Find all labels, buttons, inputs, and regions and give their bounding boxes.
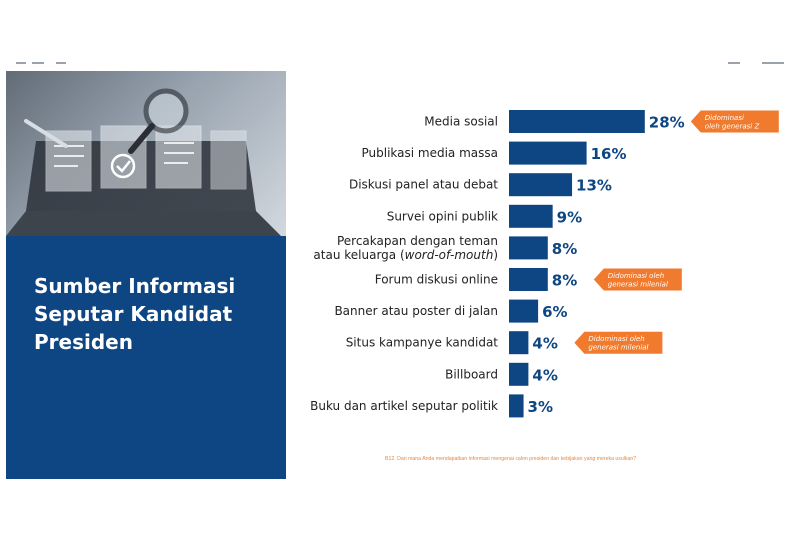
bar-4 — [509, 205, 553, 228]
bar-10 — [509, 394, 524, 417]
bar-6 — [509, 268, 548, 291]
title-panel — [6, 236, 286, 479]
category-label: Survei opini publik — [386, 209, 498, 224]
value-label: 4% — [532, 366, 558, 385]
category-label: Diskusi panel atau debat — [348, 177, 498, 192]
callout-label: Didominasi oleh generasi milenial — [588, 334, 649, 352]
bar-2 — [509, 142, 587, 165]
callout-label: Didominasi oleh generasi Z — [704, 113, 760, 131]
bar-8 — [509, 331, 528, 354]
value-label: 13% — [576, 176, 612, 195]
category-label: Publikasi media massa — [361, 146, 498, 161]
bar-3 — [509, 173, 572, 196]
value-label: 3% — [527, 397, 554, 416]
page-title: Sumber Informasi Seputar Kandidat Presiden — [34, 274, 236, 354]
value-label: 8% — [551, 271, 578, 290]
value-label: 28% — [648, 113, 685, 132]
callout-label: Didominasi oleh generasi milenial — [607, 271, 668, 289]
category-label: Buku dan artikel seputar politik — [310, 398, 498, 413]
bar-chart — [290, 100, 790, 430]
top-left-mark-3 — [56, 62, 66, 64]
category-label: Forum diskusi online — [374, 272, 498, 287]
category-label: Banner atau poster di jalan — [334, 304, 498, 319]
value-label: 6% — [542, 303, 568, 322]
value-label: 16% — [590, 145, 627, 164]
category-label: Media sosial — [424, 114, 498, 129]
value-label: 4% — [532, 334, 558, 353]
category-label: Situs kampanye kandidat — [345, 335, 498, 350]
value-label: 9% — [556, 208, 583, 227]
top-right-mark-2 — [762, 62, 784, 64]
value-label: 8% — [551, 239, 578, 258]
bar-1 — [509, 110, 645, 133]
category-label: Percakapan dengan teman atau keluarga (word-of-mouth) — [313, 233, 498, 262]
bar-7 — [509, 300, 538, 323]
hero-photo — [6, 71, 286, 236]
top-right-mark — [728, 62, 740, 64]
laptop-magnifier-illustration — [6, 71, 286, 236]
bar-5 — [509, 236, 548, 259]
top-left-mark — [16, 62, 26, 64]
top-left-mark-2 — [32, 62, 44, 64]
bar-9 — [509, 363, 528, 386]
category-label: Billboard — [445, 367, 498, 382]
footnote: B12. Dari mana Anda mendapatkan informasi mengenai calon presiden dan kebijakan yang mereka usulkan? — [385, 456, 637, 462]
